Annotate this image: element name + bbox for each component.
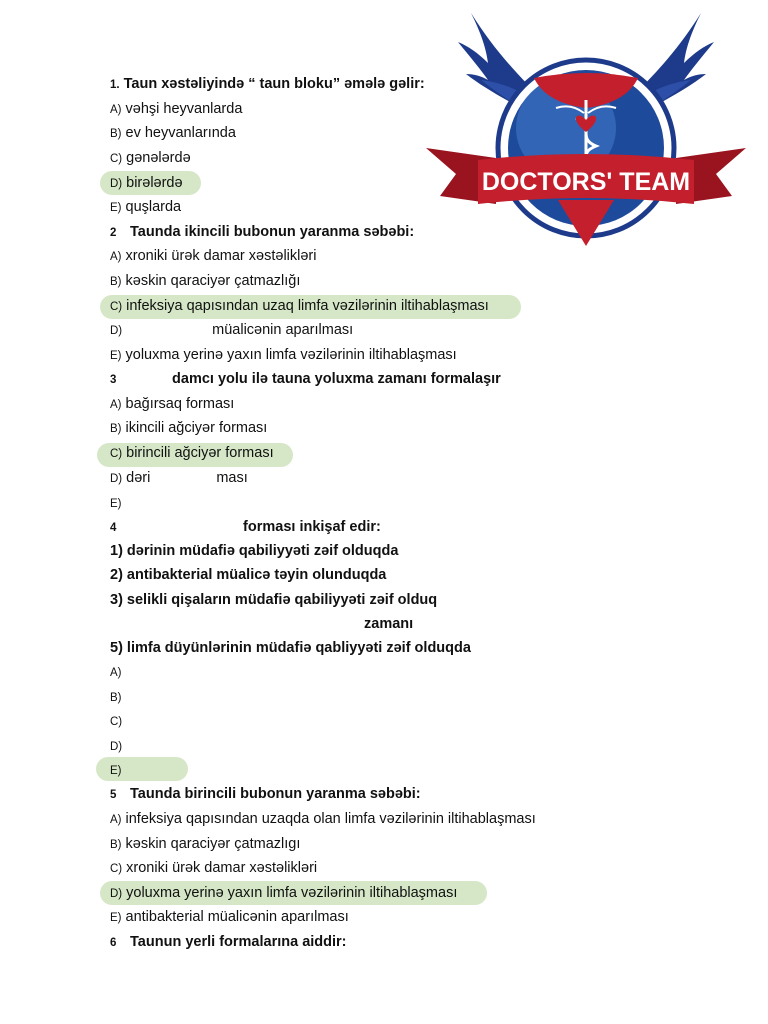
- option-5d[interactable]: D) yoluxma yerinə yaxın limfa vəzilərinin iltihablaşması: [110, 885, 458, 901]
- option-4a[interactable]: A): [110, 667, 122, 679]
- question-6: 6 Taunun yerli formalarına aiddir:: [110, 934, 347, 950]
- statement-3-continued: zamanı: [364, 616, 414, 632]
- option-1b[interactable]: B) ev heyvanlarında: [110, 125, 236, 141]
- option-2b[interactable]: B) kəskin qaraciyər çatmazlığı: [110, 273, 301, 289]
- option-5e[interactable]: E) antibakterial müalicənin aparılması: [110, 909, 349, 925]
- option-3d[interactable]: D) dəri ması: [110, 470, 248, 486]
- statement-5: 5) limfa düyünlərinin müdafiə qabliyyəti zəif olduqda: [110, 640, 471, 656]
- option-3e[interactable]: E): [110, 498, 122, 510]
- question-5: 5 Taunda birincili bubonun yaranma səbəbi:: [110, 786, 421, 802]
- option-1d[interactable]: D) birələrdə: [110, 175, 183, 191]
- statement-1: 1) dərinin müdafiə qabiliyyəti zəif olduqda: [110, 543, 399, 559]
- option-1a[interactable]: A) vəhşi heyvanlarda: [110, 101, 243, 117]
- statement-3: 3) selikli qişaların müdafiə qabiliyyəti zəif olduq: [110, 592, 438, 608]
- option-2c[interactable]: C) infeksiya qapısından uzaq limfa vəzilərinin iltihablaşması: [110, 298, 489, 314]
- option-4e[interactable]: E): [110, 765, 122, 777]
- option-2d[interactable]: D) müalicənin aparılması: [110, 322, 354, 338]
- option-5a[interactable]: A) infeksiya qapısından uzaqda olan limfa vəzilərinin iltihablaşması: [110, 811, 536, 827]
- option-3b[interactable]: B) ikincili ağciyər forması: [110, 420, 268, 436]
- option-2a[interactable]: A) xroniki ürək damar xəstəlikləri: [110, 248, 317, 264]
- option-3a[interactable]: A) bağırsaq forması: [110, 396, 235, 412]
- question-2: 2 Taunda ikincili bubonun yaranma səbəbi:: [110, 224, 415, 240]
- option-4c[interactable]: C): [110, 716, 123, 728]
- statement-2: 2) antibakterial müalicə təyin olunduqda: [110, 567, 387, 583]
- option-2e[interactable]: E) yoluxma yerinə yaxın limfa vəzilərinin iltihablaşması: [110, 347, 457, 363]
- option-5b[interactable]: B) kəskin qaraciyər çatmazlıgı: [110, 836, 301, 852]
- option-3c[interactable]: C) birincili ağciyər forması: [110, 445, 274, 461]
- question-4: 4 forması inkişaf edir:: [110, 519, 381, 535]
- question-1: 1. Taun xəstəliyində “ taun bloku” əmələ gəlir:: [110, 76, 425, 92]
- option-1c[interactable]: C) gənələrdə: [110, 150, 191, 166]
- logo-brand-text: DOCTORS' TEAM: [481, 168, 691, 196]
- option-4b[interactable]: B): [110, 692, 122, 704]
- question-3: 3 damcı yolu ilə tauna yoluxma zamanı formalaşır: [110, 371, 501, 387]
- doctors-team-logo: [426, 8, 746, 248]
- option-5c[interactable]: C) xroniki ürək damar xəstəlikləri: [110, 860, 318, 876]
- option-4d[interactable]: D): [110, 741, 123, 753]
- option-1e[interactable]: E) quşlarda: [110, 199, 182, 215]
